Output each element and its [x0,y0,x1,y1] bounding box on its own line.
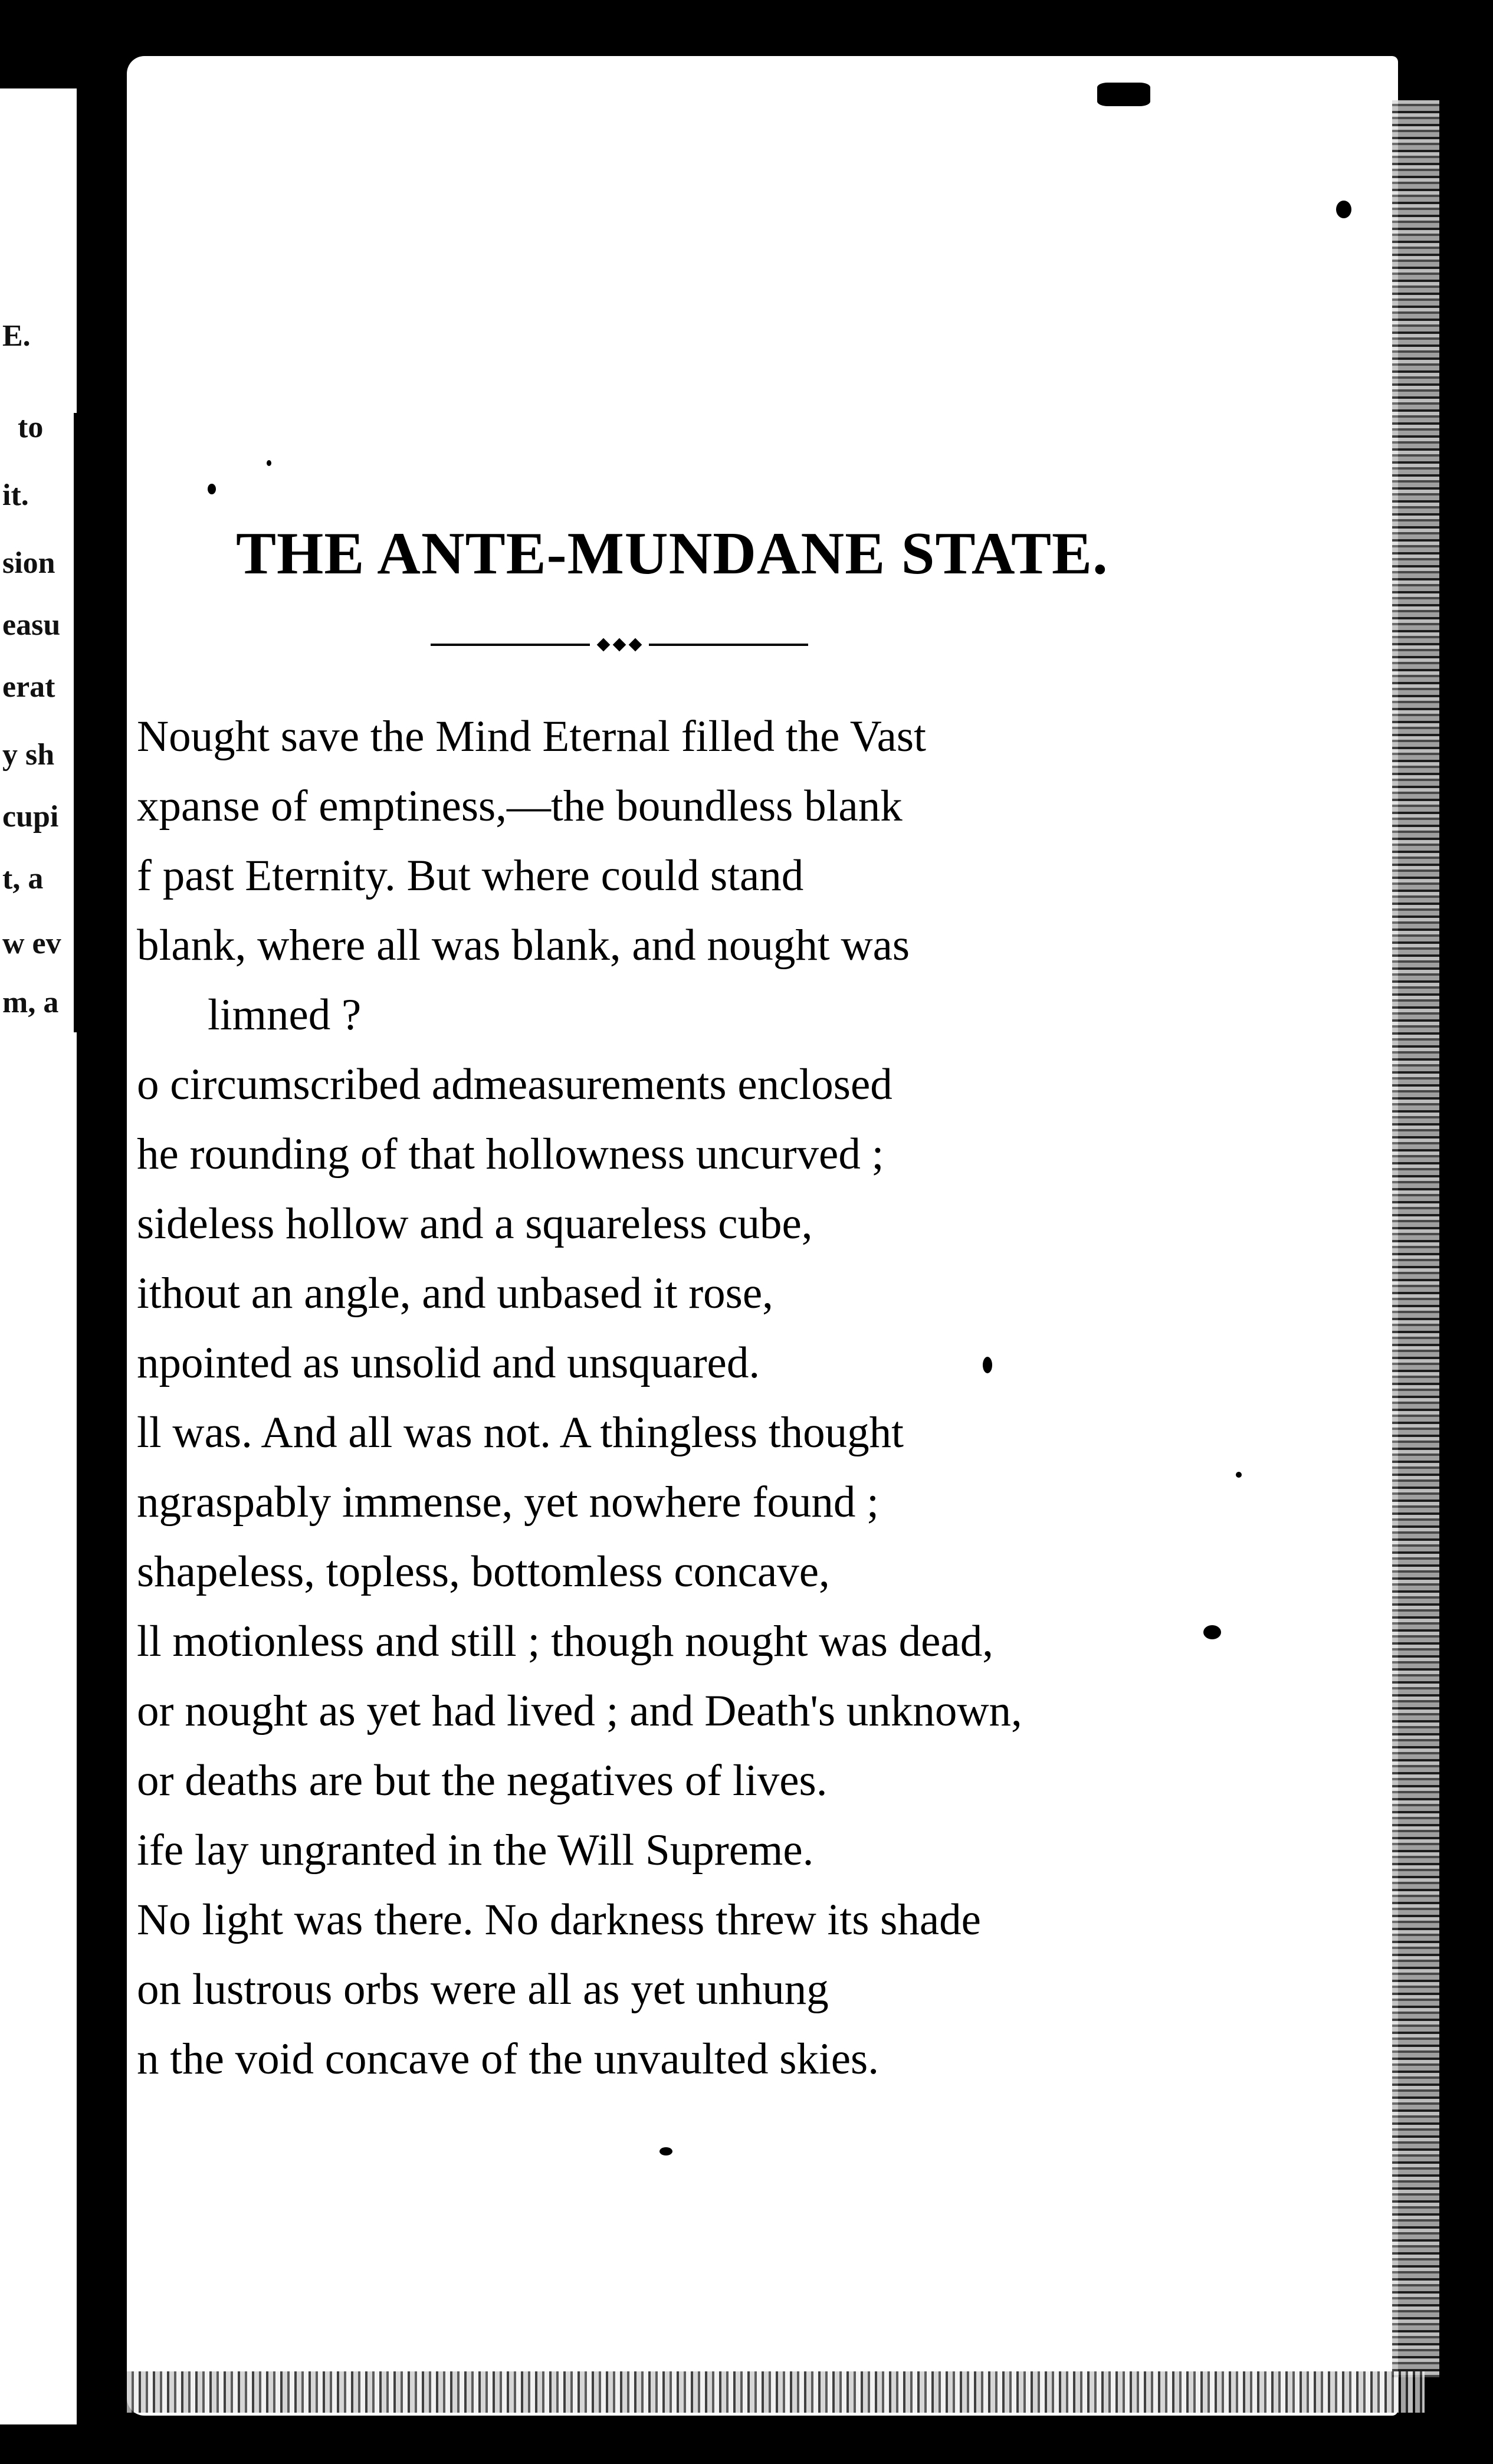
poem-line: f past Eternity. But where could stand [137,851,804,900]
facing-page-fragment: sion [2,546,55,580]
facing-page-fragment: t, a [2,862,44,895]
page-edge-right [1392,100,1439,2377]
poem-line: ife lay ungranted in the Will Supreme. [137,1826,814,1875]
page-title: THE ANTE-MUNDANE STATE. [236,520,1108,587]
poem-line: Nought save the Mind Eternal filled the Vast [137,712,926,761]
facing-page-edge [0,88,77,2424]
poem-line: ngraspably immense, yet nowhere found ; [137,1478,880,1527]
poem-line: sideless hollow and a squareless cube, [137,1199,813,1248]
poem-line: ll motionless and still ; though nought was dead, [137,1617,993,1666]
poem-line: or deaths are but the negatives of lives. [137,1756,828,1805]
poem-line: limned ? [208,990,362,1039]
poem-body [137,702,1199,2094]
poem-line: blank, where all was blank, and nought was [137,921,910,970]
poem-line: o circumscribed admeasurements enclosed [137,1060,892,1109]
poem-line: or nought as yet had lived ; and Death's unknown, [137,1687,1022,1735]
facing-page-fragment: easu [2,608,61,642]
ink-speck [983,1357,992,1373]
rule-left [431,644,590,646]
rule-right [649,644,808,646]
facing-page-fragment: it. [2,478,29,512]
ink-speck [1097,83,1150,106]
poem-line: n the void concave of the unvaulted skies. [137,2035,879,2084]
page-edge-bottom [127,2371,1425,2413]
ink-speck [659,2147,672,2155]
title-rule-ornament [431,640,808,648]
poem-line: npointed as unsolid and unsquared. [137,1338,760,1387]
facing-page-fragment: to [18,411,44,444]
ink-speck [1203,1625,1221,1639]
facing-page-fragment: erat [2,670,55,704]
facing-page-fragment: w ev [2,927,61,960]
ink-speck [1236,1472,1242,1478]
facing-page-fragment: cupi [2,800,59,834]
facing-page-fragment: m, a [2,986,59,1019]
facing-page-fragment: E. [2,319,31,353]
poem-line: on lustrous orbs were all as yet unhung [137,1965,829,2014]
ink-speck [208,484,216,494]
poem-line: he rounding of that hollowness uncurved ; [137,1130,884,1179]
poem-line: ll was. And all was not. A thingless thought [137,1408,904,1457]
facing-page-fragment: y sh [2,738,55,772]
poem-line: No light was there. No darkness threw its shade [137,1895,981,1944]
poem-line: ithout an angle, and unbased it rose, [137,1269,773,1318]
ink-speck [267,460,271,466]
gutter-shadow [74,413,115,1032]
ink-speck [1336,201,1351,218]
poem-line: xpanse of emptiness,—the boundless blank [137,782,903,831]
poem-line: shapeless, topless, bottomless concave, [137,1547,830,1596]
